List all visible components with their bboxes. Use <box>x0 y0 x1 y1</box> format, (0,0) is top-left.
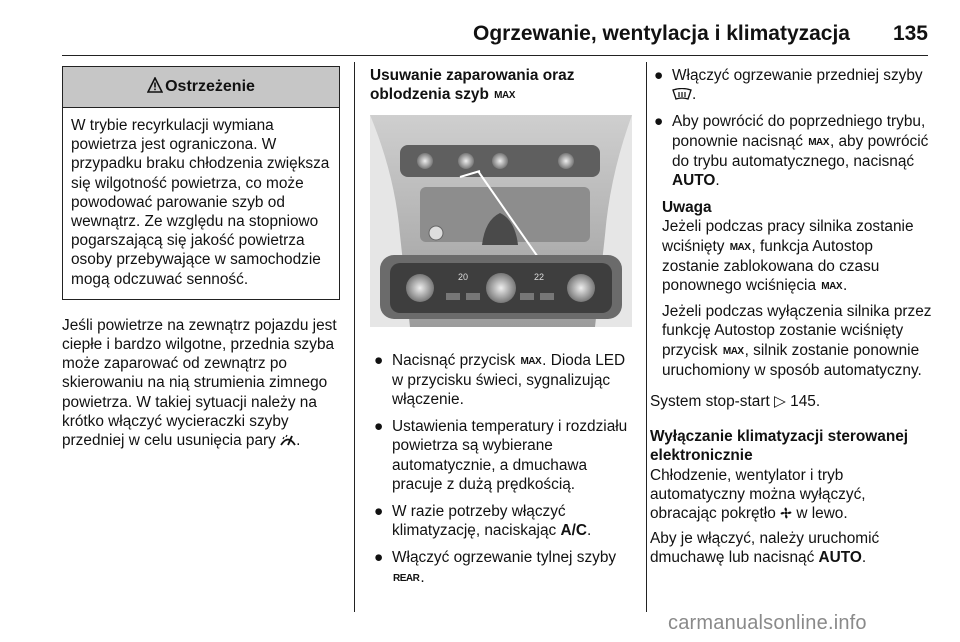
warning-triangle-icon <box>147 77 163 93</box>
warning-header <box>63 67 339 108</box>
max-defrost-icon: MAX <box>520 355 542 367</box>
photo-temp-left: 20 <box>458 272 469 283</box>
column-divider <box>646 62 647 612</box>
auto-button-label: AUTO <box>672 172 716 190</box>
photo-temp-right: 22 <box>534 272 545 283</box>
rear-window-heating-icon: REAR <box>393 572 420 584</box>
cross-reference: System stop-start ▷ 145. <box>650 393 821 411</box>
list-item: ● Aby powrócić do poprzedniego trybu, ponownie nacisnąć MAX, aby powrócić do trybu automatycznego, nacisnąć AUTO. <box>654 113 929 190</box>
auto-button-label: AUTO <box>818 549 862 567</box>
section-heading-ac-off: Wyłączanie klimatyzacji sterowanej elektronicznie <box>650 428 909 465</box>
watermark: carmanualsonline.info <box>668 612 867 634</box>
list-item: ● W razie potrzeby włączyć klimatyzację, naciskając A/C. <box>374 503 592 540</box>
instruction-list <box>650 66 932 190</box>
instruction-list <box>370 351 638 588</box>
warning-box <box>62 66 340 300</box>
paragraph-text: Jeśli powietrze na zewnątrz pojazdu jest ciepłe i bardzo wilgotne, przednia szyba może zaparować od zewnątrz po skierowaniu na nią strumienia zimnego powietrza. W takiej sytuacji należy na krótko włączyć wycieraczki szyby przedniej w celu usunięcia pary <box>62 316 337 450</box>
page-number: 135 <box>892 22 928 45</box>
left-column <box>62 66 340 450</box>
max-defrost-icon: MAX <box>722 345 744 357</box>
note-block <box>662 198 932 380</box>
climate-control-photo <box>370 115 632 327</box>
note-paragraph: Jeżeli podczas pracy silnika zostanie wciśnięty MAX, funkcja Autostop zostanie zablokowana do czasu ponownego wciśnięcia MAX. <box>662 217 932 296</box>
list-item: ● Włączyć ogrzewanie tylnej szyby REAR. <box>370 548 638 587</box>
max-defrost-icon: MAX <box>494 90 515 102</box>
max-defrost-icon: MAX <box>821 281 843 293</box>
arrow-ref-icon: ▷ <box>774 393 786 411</box>
paragraph: Chłodzenie, wentylator i tryb automatyczny można wyłączyć, obracając pokrętło w lewo. <box>650 466 866 523</box>
right-column <box>650 66 932 568</box>
front-window-heating-icon <box>672 88 692 100</box>
column-divider <box>354 62 355 612</box>
reference-page-link[interactable]: 145. <box>790 393 821 411</box>
max-defrost-icon: MAX <box>808 136 829 148</box>
page-header-title: Ogrzewanie, wentylacja i klimatyzacja <box>472 22 850 45</box>
paragraph: Jeśli powietrze na zewnątrz pojazdu jest ciepłe i bardzo wilgotne, przednia szyba może zaparować od zewnątrz po skierowaniu na nią strumienia zimnego powietrza. W takiej sytuacji należy na krótko włączyć wycieraczki szyby przedniej w celu usunięcia pary . <box>62 316 337 450</box>
list-item: ● Ustawienia temperatury i rozdziału powietrza są wybierane automatycznie, a dmuchawa pracuje z dużą prędkością. <box>374 418 628 493</box>
middle-column <box>370 66 638 596</box>
ac-button-label: A/C <box>560 522 588 540</box>
list-item: ● Włączyć ogrzewanie przedniej szyby . <box>654 67 923 104</box>
max-defrost-icon: MAX <box>729 241 751 253</box>
warning-text: W trybie recyrkulacji wymiana powietrza jest ograniczona. W przypadku braku chłodzenia zwiększa się wilgotność powietrza, co może powodować parowanie szyb od wewnątrz. Ze względu na stopniowo pogarszającą się jakość powietrza osoby przebywające w samochodzie mogą odczuwać senność. <box>71 117 330 288</box>
note-title: Uwaga <box>662 199 712 217</box>
header-rule <box>62 55 928 56</box>
wiper-icon <box>280 433 296 446</box>
paragraph: Aby je włączyć, należy uruchomić dmuchawę lub nacisnąć AUTO. <box>650 530 880 567</box>
warning-title: Ostrzeżenie <box>165 78 255 95</box>
note-paragraph: Jeżeli podczas wyłączenia silnika przez funkcję Autostop zostanie wciśnięty przycisk MAX, silnik zostanie ponownie uruchomiony w sposób automatyczny. <box>662 303 932 379</box>
list-item: ● Nacisnąć przycisk MAX. Dioda LED w przycisku świeci, sygnalizując włączenie. <box>374 351 626 409</box>
section-heading-defrost: Usuwanie zaparowania oraz oblodzenia szyb MAX <box>370 66 638 105</box>
fan-icon <box>780 507 792 519</box>
